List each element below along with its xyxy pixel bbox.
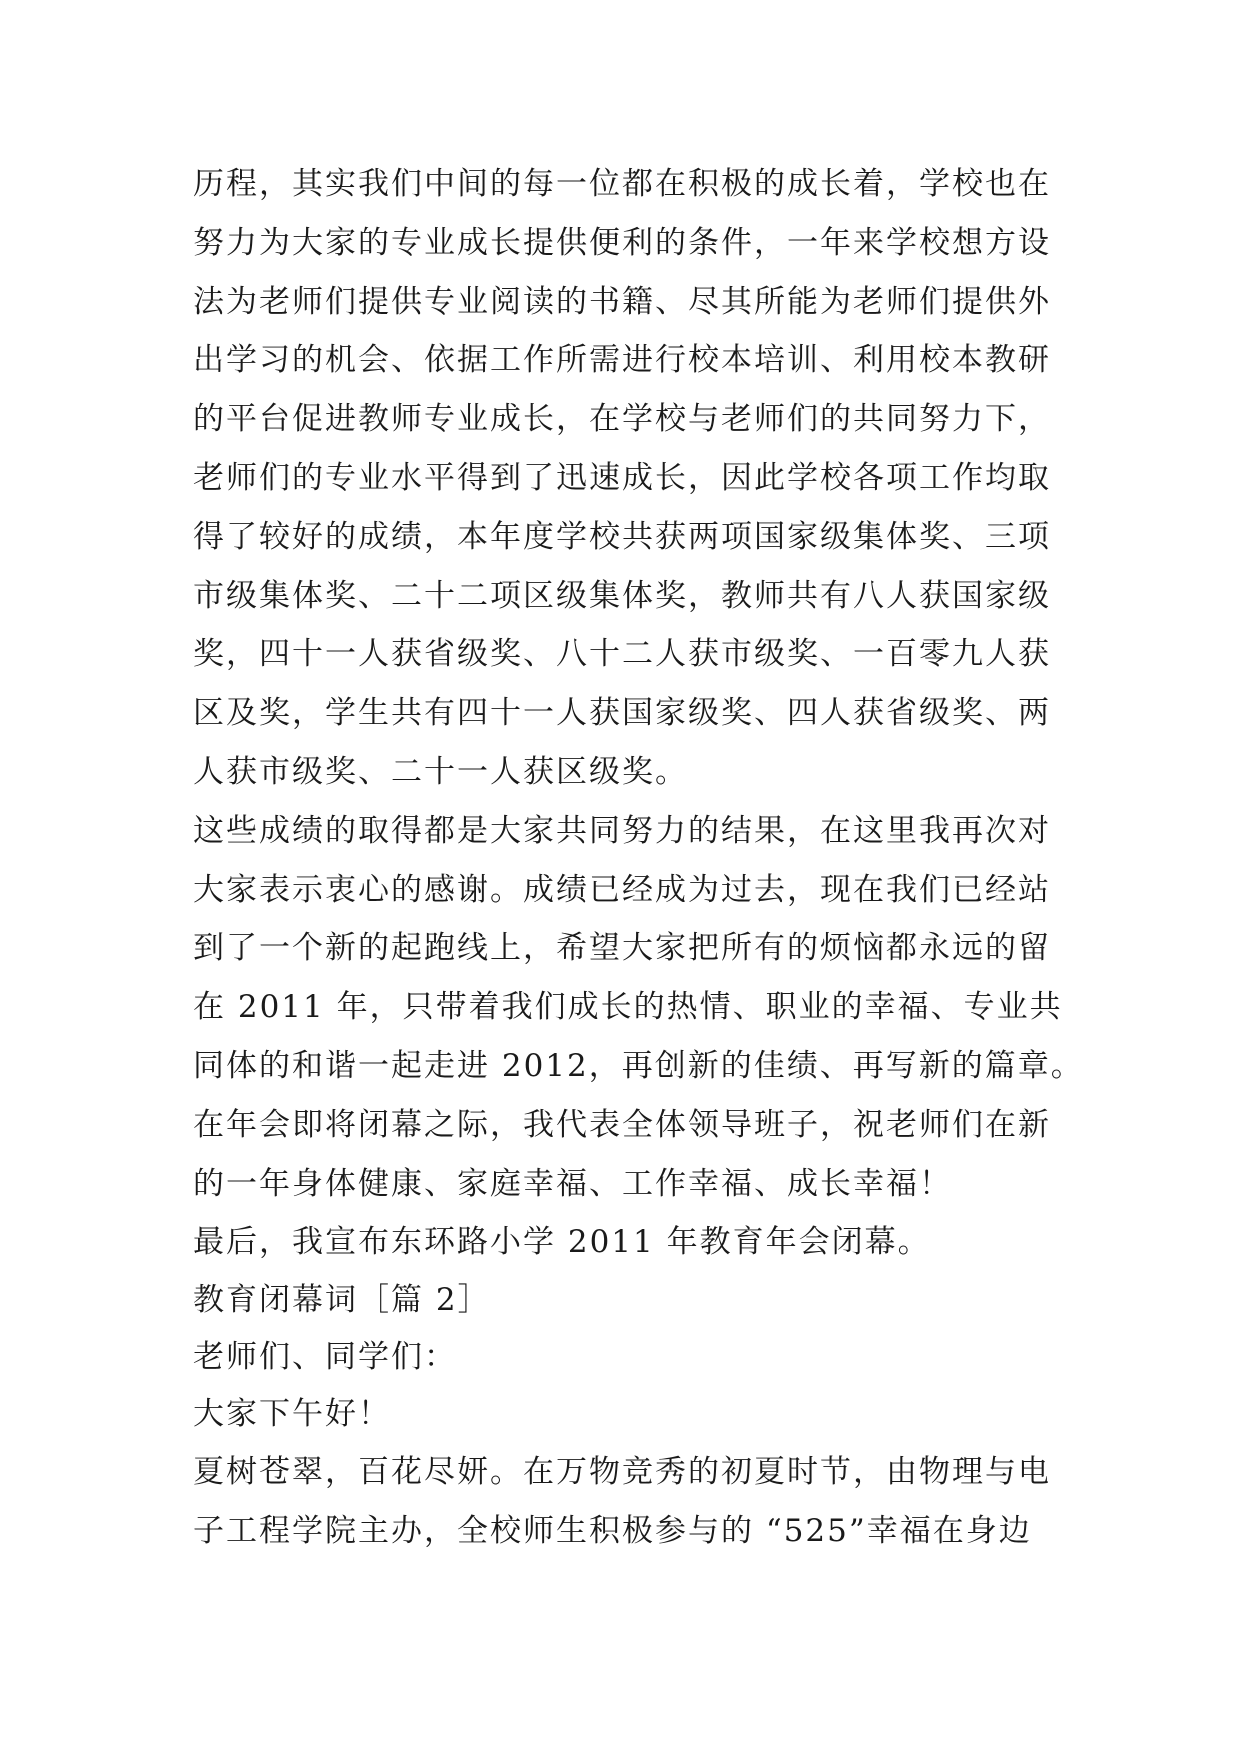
text-line: 老师们的专业水平得到了迅速成长，因此学校各项工作均取	[193, 459, 1051, 496]
text-line: 市级集体奖、二十二项区级集体奖，教师共有八人获国家级	[193, 577, 1051, 614]
text-line: 历程，其实我们中间的每一位都在积极的成长着，学校也在	[193, 166, 1051, 202]
text-line: 人获市级奖、二十一人获区级奖。	[193, 753, 688, 790]
text-line: 出学习的机会、依据工作所需进行校本培训、利用校本教研	[193, 342, 1051, 379]
text-line: 努力为大家的专业成长提供便利的条件，一年来学校想方设	[193, 224, 1051, 261]
text-line: 法为老师们提供专业阅读的书籍、尽其所能为老师们提供外	[193, 283, 1051, 320]
text-line: 同体的和谐一起走进 2012，再创新的佳绩、再写新的篇章。	[193, 1047, 1084, 1084]
salutation-line: 老师们、同学们：	[193, 1339, 457, 1376]
text-line: 得了较好的成绩，本年度学校共获两项国家级集体奖、三项	[193, 518, 1051, 555]
section-heading: 教育闭幕词［篇 2］	[193, 1282, 491, 1319]
text-line: 在 2011 年，只带着我们成长的热情、职业的幸福、专业共	[193, 989, 1063, 1026]
text-line: 大家表示衷心的感谢。成绩已经成为过去，现在我们已经站	[193, 871, 1051, 908]
text-line: 区及奖，学生共有四十一人获国家级奖、四人获省级奖、两	[193, 695, 1051, 732]
text-line: 夏树苍翠，百花尽妍。在万物竞秀的初夏时节，由物理与电	[193, 1454, 1051, 1491]
document-body	[193, 155, 1084, 1561]
text-line: 到了一个新的起跑线上，希望大家把所有的烦恼都永远的留	[193, 930, 1051, 967]
text-line: 的一年身体健康、家庭幸福、工作幸福、成长幸福！	[193, 1165, 952, 1202]
text-line: 这些成绩的取得都是大家共同努力的结果，在这里我再次对	[193, 812, 1051, 849]
text-line: 子工程学院主办，全校师生积极参与的 “525”幸福在身边	[193, 1512, 1032, 1549]
text-line: 在年会即将闭幕之际，我代表全体领导班子，祝老师们在新	[193, 1106, 1051, 1143]
text-line: 最后，我宣布东环路小学 2011 年教育年会闭幕。	[193, 1224, 931, 1261]
greeting-line: 大家下午好！	[193, 1396, 391, 1433]
text-line: 的平台促进教师专业成长，在学校与老师们的共同努力下，	[193, 401, 1051, 438]
text-line: 奖，四十一人获省级奖、八十二人获市级奖、一百零九人获	[193, 636, 1051, 673]
